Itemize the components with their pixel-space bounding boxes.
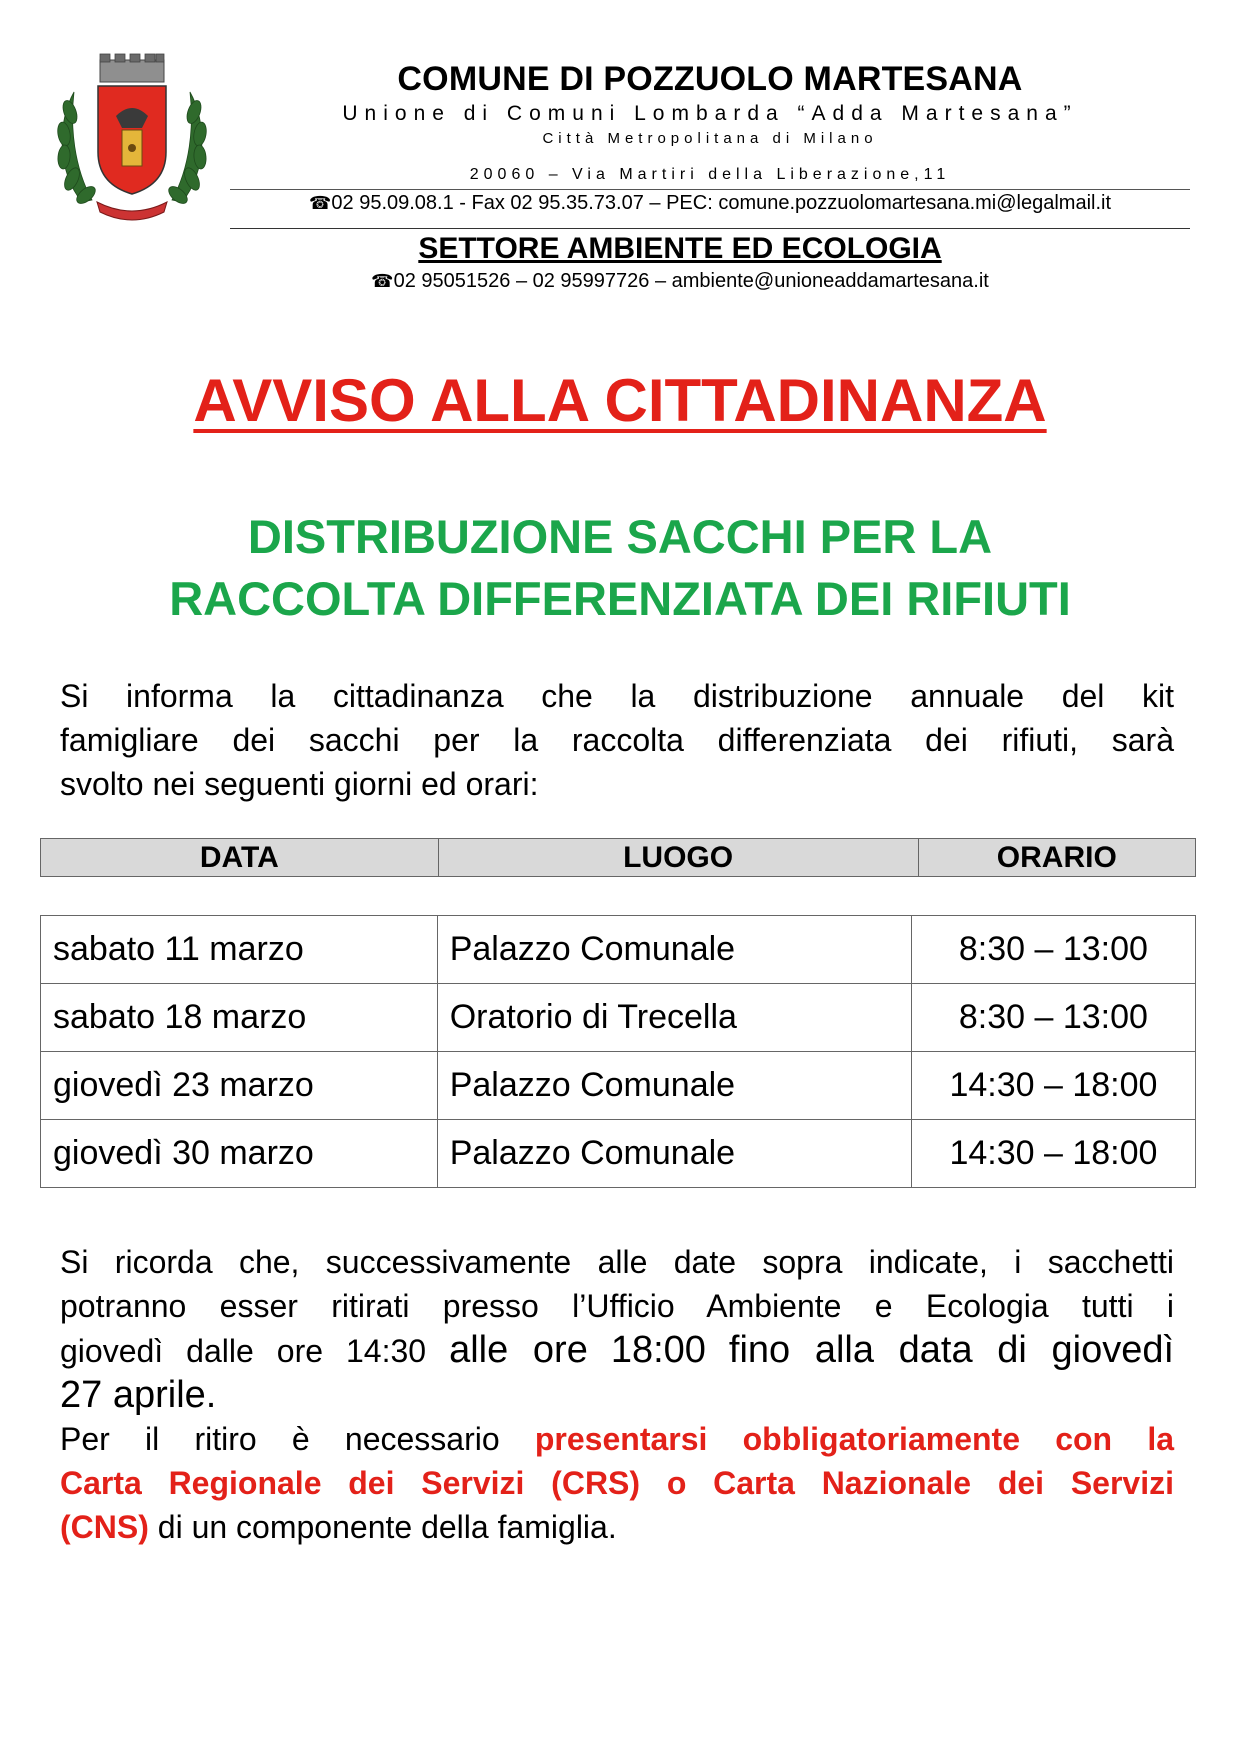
requirement-highlight: (CNS) (60, 1509, 149, 1545)
metropolitan-city: Città Metropolitana di Milano (542, 130, 878, 147)
time-cell: 14:30 – 18:00 (911, 1052, 1195, 1120)
date-cell: sabato 18 marzo (41, 984, 438, 1052)
paragraph-line (60, 1505, 1174, 1549)
schedule-table (40, 915, 1196, 1188)
header-divider (230, 228, 1190, 229)
place-cell: Oratorio di Trecella (437, 984, 911, 1052)
column-header-data: DATA (41, 839, 439, 877)
reminder-text: fino alla data di giovedì (728, 1329, 1175, 1371)
paragraph-line: potranno esser ritirati presso l’Ufficio Ambiente e Ecologia tutti i (60, 1288, 1174, 1324)
requirement-text: di un componente della famiglia. (157, 1509, 617, 1545)
date-cell: giovedì 30 marzo (41, 1120, 438, 1188)
reminder-text: alle ore (449, 1329, 588, 1371)
table-row (41, 984, 1196, 1052)
header-divider (230, 189, 1190, 190)
paragraph-line (60, 1417, 1174, 1461)
requirement-text: Per il ritiro è necessario (60, 1421, 500, 1457)
sector-contacts-text: 02 95051526 – 02 95997726 – ambiente@unioneaddamartesana.it (393, 270, 989, 292)
place-cell: Palazzo Comunale (437, 1120, 911, 1188)
notice-title: AVVISO ALLA CITTADINANZA (193, 367, 1047, 434)
contacts-text: 02 95.09.08.1 - Fax 02 95.35.73.07 – PEC: comune.pozzuolomartesana.mi@legalmail.it (331, 192, 1112, 214)
time-cell: 8:30 – 13:00 (911, 916, 1195, 984)
phone-icon: ☎ (308, 193, 332, 213)
paragraph-line: svolto nei seguenti giorni ed orari: (60, 766, 539, 802)
phone-icon: ☎ (371, 271, 394, 291)
paragraph-line: Si ricorda che, successivamente alle date sopra indicate, i sacchetti (60, 1244, 1174, 1280)
municipal-crest-logo (52, 52, 212, 224)
table-row (41, 1052, 1196, 1120)
requirement-highlight: presentarsi obbligatoriamente con la (534, 1421, 1174, 1457)
column-header-orario: ORARIO (918, 839, 1195, 877)
paragraph-line: 27 aprile. (60, 1374, 217, 1416)
municipality-contacts (230, 192, 1190, 215)
sector-title: SETTORE AMBIENTE ED ECOLOGIA (418, 232, 942, 265)
intro-paragraph (60, 674, 1174, 806)
sector-contacts (230, 270, 1130, 293)
place-cell: Palazzo Comunale (437, 916, 911, 984)
union-subtitle: Unione di Comuni Lombarda “Adda Martesana” (342, 102, 1078, 125)
schedule-table-header (40, 838, 1196, 877)
place-cell: Palazzo Comunale (437, 1052, 911, 1120)
subtitle-line: RACCOLTA DIFFERENZIATA DEI RIFIUTI (169, 572, 1071, 625)
municipality-title: COMUNE DI POZZUOLO MARTESANA (397, 60, 1023, 98)
reminder-text: giovedì dalle ore 14:30 (60, 1333, 427, 1369)
subtitle-line: DISTRIBUZIONE SACCHI PER LA (247, 510, 993, 563)
notice-subtitle (40, 506, 1200, 630)
table-row (41, 916, 1196, 984)
time-cell: 14:30 – 18:00 (911, 1120, 1195, 1188)
paragraph-line: Si informa la cittadinanza che la distribuzione annuale del kit (60, 678, 1174, 714)
date-cell: giovedì 23 marzo (41, 1052, 438, 1120)
column-header-luogo: LUOGO (438, 839, 918, 877)
date-cell: sabato 11 marzo (41, 916, 438, 984)
requirement-highlight: Carta Regionale dei Servizi (CRS) o Carta Nazionale dei Servizi (60, 1465, 1174, 1501)
address: 20060 – Via Martiri della Liberazione,11 (469, 166, 951, 183)
reminder-paragraph (60, 1240, 1174, 1549)
paragraph-line (60, 1328, 1174, 1373)
reminder-time: 18:00 (610, 1329, 706, 1371)
time-cell: 8:30 – 13:00 (911, 984, 1195, 1052)
paragraph-line: famigliare dei sacchi per la raccolta differenziata dei rifiuti, sarà (60, 722, 1174, 758)
table-row (41, 1120, 1196, 1188)
